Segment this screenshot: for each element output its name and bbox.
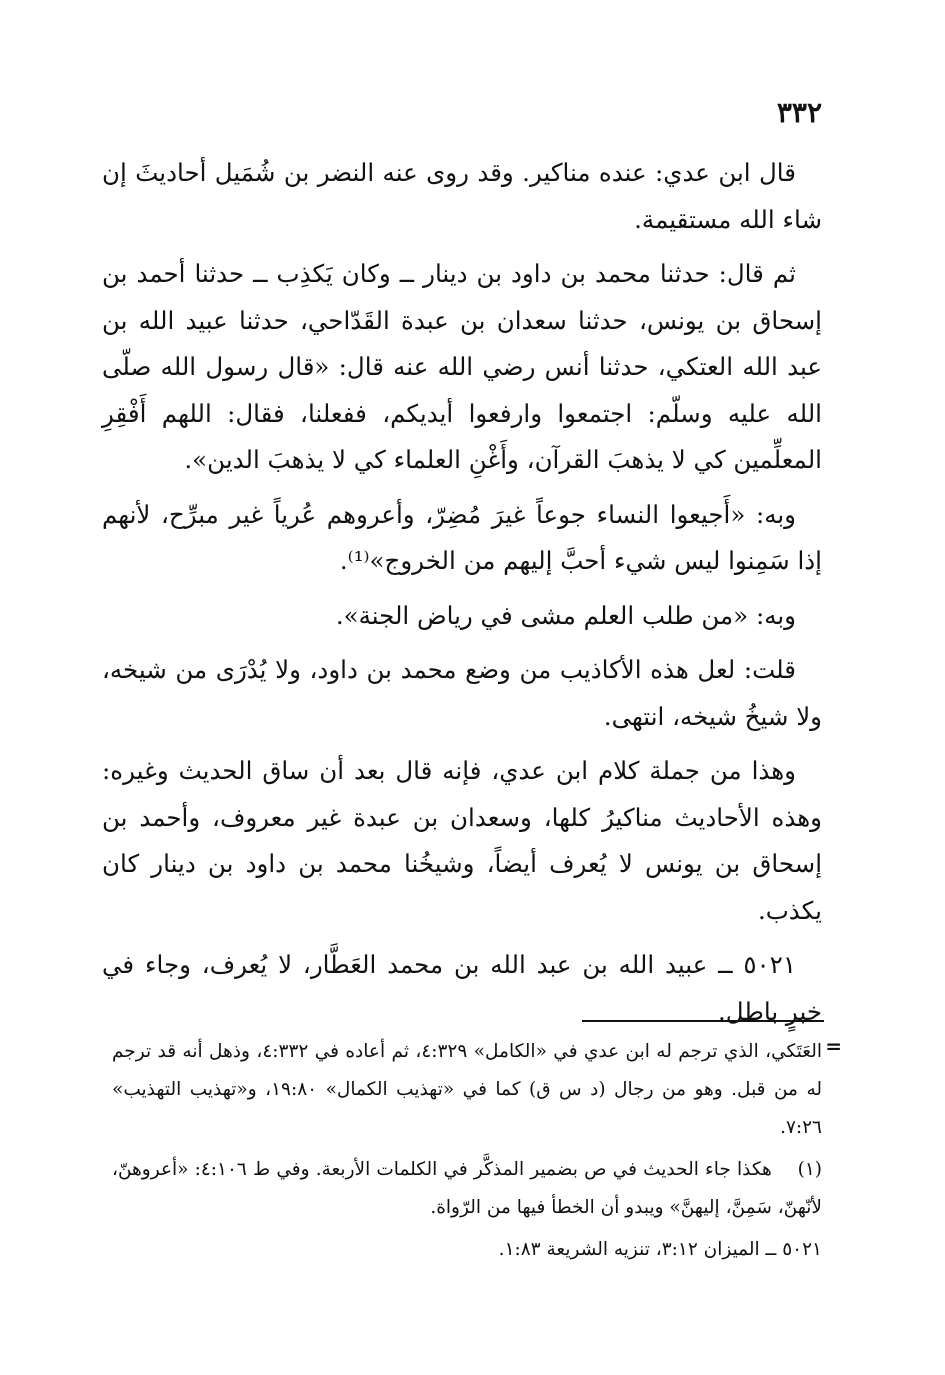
page-number: ٣٣٢: [776, 96, 822, 129]
paragraph-ibn-adi-remarks: وهذا من جملة كلام ابن عدي، فإنه قال بعد أن ساق الحديث وغيره: وهذه الأحاديث مناكيرُ كلها، وسعدان بن عبدة غير معروف، وأحمد بن إسحاق بن يونس لا يُعرف أيضاً، وشيخُنا محمد بن داود بن دينار كان يكذب.: [102, 756, 822, 925]
paragraph-hadith-chain: ثم قال: حدثنا محمد بن داود بن دينار ــ وكان يَكذِب ــ حدثنا أحمد بن إسحاق بن يونس، حدثنا سعدان بن عبدة القَدّاحي، حدثنا عبيد الله بن عبد الله العتكي، حدثنا أنس رضي الله عنه قال: «قال رسول الله صلّى الله عليه وسلّم: اجتمعوا وارفعوا أيديكم، ففعلنا، فقال: اللهم أَفْقِرِ المعلِّمين كي لا يذهبَ القرآن، وأَغْنِ العلماء كي لا يذهبَ الدين».: [102, 259, 822, 474]
footnote-continued: [112, 1033, 822, 1147]
entry-5021: ٥٠٢١ ــ عبيد الله بن عبد الله بن محمد العَطَّار، لا يُعرف، وجاء في خبرٍ باطل.: [102, 950, 822, 1026]
footnote-number: (١): [797, 1159, 823, 1180]
paragraph-ibn-adi: قال ابن عدي: عنده مناكير. وقد روى عنه النضر بن شُمَيل أحاديثَ إن شاء الله مستقيمة.: [102, 158, 822, 234]
footnote-continuation-mark: =: [825, 1034, 842, 1058]
paragraph-wabihi-2: وبه: «من طلب العلم مشى في رياض الجنة».: [335, 600, 796, 630]
paragraph-wabihi-1: وبه: «أَجيعوا النساء جوعاً غيرَ مُضِرّ، وأعروهم عُرياً غير مبرِّح، لأنهم إذا سَمِنوا ليس شيء أحبَّ إليهم من الخروج»⁽¹⁾.: [102, 499, 822, 575]
footnote-text: العَتَكي، الذي ترجم له ابن عدي في «الكامل» ٤:٣٢٩، ثم أعاده في ٤:٣٣٢، وذهل أنه قد ترجم له من قبل. وهو من رجال (د س ق) كما في «تهذيب الكمال» ١٩:٨٠، و«تهذيب التهذيب» ٧:٢٦.: [112, 1041, 822, 1138]
footnote-number: ٥٠٢١: [782, 1239, 822, 1260]
footnotes: [112, 1033, 822, 1273]
footnote-5021: [112, 1231, 822, 1269]
main-text: [102, 150, 822, 1043]
footnote-1: [112, 1151, 822, 1227]
footnote-text: ــ الميزان ٣:١٢، تنزيه الشريعة ١:٨٣.: [498, 1239, 777, 1260]
paragraph-qultu: قلت: لعل هذه الأكاذيب من وضع محمد بن داود، ولا يُدْرَى من شيخه، ولا شيخُ شيخه، انتهى.: [102, 655, 822, 731]
footnote-text: هكذا جاء الحديث في ص بضمير المذكَّر في الكلمات الأربعة. وفي ط ٤:١٠٦: «أعروهنّ، لأنّهنّ، سَمِنَّ، إليهنَّ» ويبدو أن الخطأ فيها من الرّواة.: [112, 1159, 822, 1218]
footnote-separator: [582, 1020, 824, 1022]
